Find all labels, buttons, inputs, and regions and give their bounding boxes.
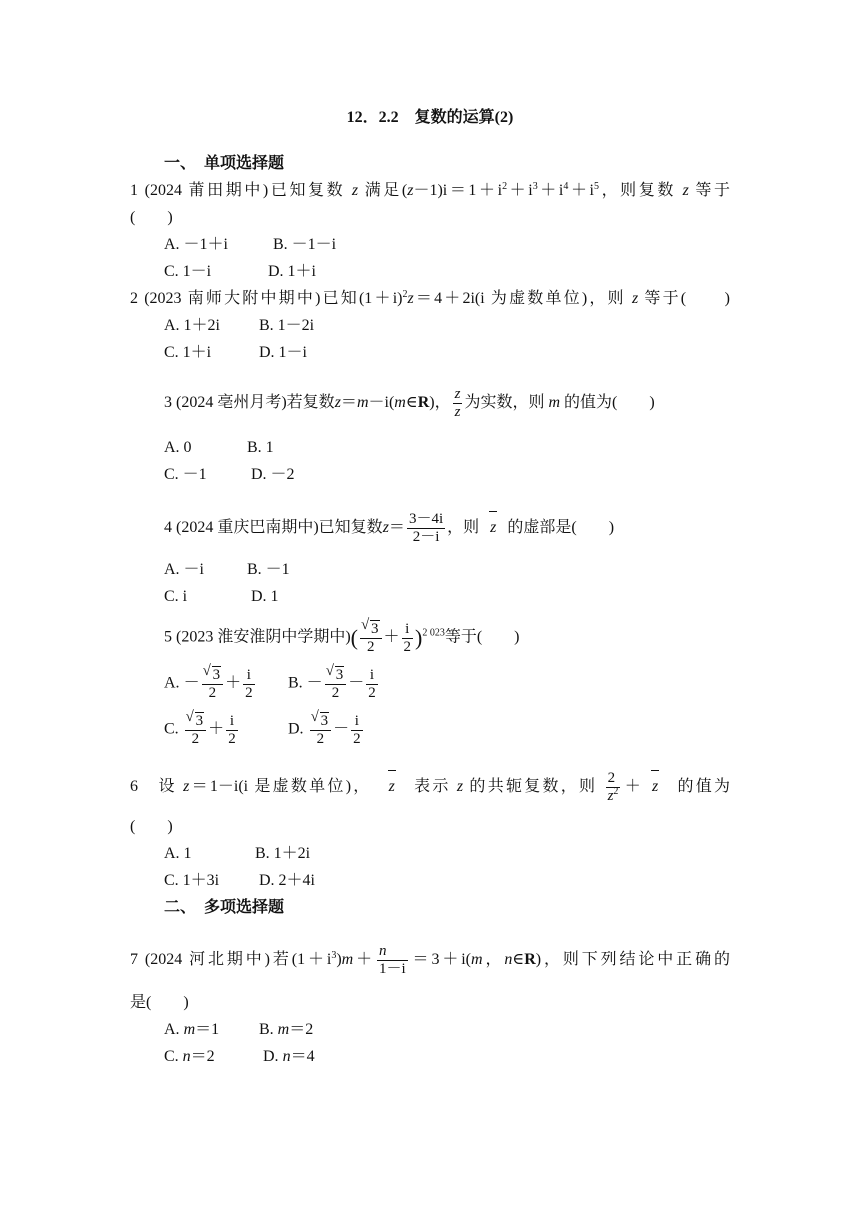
q7-option-d: D. n＝4	[263, 1048, 315, 1065]
question-6-answer-paren: ( )	[130, 818, 173, 835]
q7-option-c: C. n＝2	[164, 1048, 215, 1065]
question-5-text: 5 (2023 淮安淮阴中学期中)( √ 3 2 ＋ $\frac{i}{2}$ )$^{2 023}$等于( )	[164, 617, 520, 655]
q2-option-d: D. 1－i	[259, 344, 308, 361]
q5-option-c: C. √ 3 2 ＋ $\frac{i}{2}$	[164, 709, 236, 747]
q5-fraction-i: $\frac{i}{2}$	[403, 620, 412, 655]
q1-option-d: D. 1＋i	[268, 263, 317, 280]
question-7-answer-paren: 是( )	[130, 994, 189, 1011]
q5-option-b: B. － √ 3 2 － $\frac{i}{2}$	[288, 663, 376, 701]
q5-fraction-sqrt3: √ 3 2	[360, 620, 382, 656]
q2-option-c: C. 1＋i	[164, 344, 212, 361]
conjugate-z: z	[487, 518, 499, 538]
question-2-text: 2 (2023 南师大附中期中)已知$(1+i)^2z=4+2i(i$ 为虚数单位)，则 z 等于( )	[130, 289, 731, 307]
q1-option-b: B. －1－i	[273, 236, 337, 253]
q4-option-a: A. －i	[164, 561, 205, 578]
q7-fraction: $\frac{n}{1-i}$	[379, 943, 406, 977]
question-6-text: 6 设 z＝1－i(i 是虚数单位)， z 表示 z 的共轭复数，则 $\frac{2}{z^2}$ ＋ z 的值为	[130, 770, 731, 804]
q6-option-a: A. 1	[164, 845, 192, 862]
q4-option-c: C. i	[164, 588, 188, 605]
q2-option-a: A. 1＋2i	[164, 317, 221, 334]
section-heading-multi-choice: 二、 多项选择题	[164, 899, 285, 916]
question-4-text: 4 (2024 重庆巴南期中)已知复数z＝ $\frac{3-4i}{2-i}$ ，则 z 的虚部是( )	[164, 511, 615, 545]
q6-fraction: $\frac{2}{z^2}$	[607, 770, 619, 804]
q5-option-a: A. － √ 3 2 ＋ $\frac{i}{2}$	[164, 663, 253, 701]
question-1-text: 1 (2024 莆田期中)已知复数 z 满足$(z-1)i=1+i^2+i^3+i^4+i^5$，则复数 z 等于	[130, 181, 731, 199]
q5-option-d: D. √ 3 2 － $\frac{i}{2}$	[288, 709, 361, 747]
section-heading-single-choice: 一、 单项选择题	[164, 155, 285, 172]
q7-option-a: A. m＝1	[164, 1021, 220, 1038]
q2-option-b: B. 1－2i	[259, 317, 315, 334]
question-7-text: 7 (2024 河北期中)若$(1+i^3)m+$ $\frac{n}{1-i}$ ＝3＋i(m，n∈R)，则下列结论中正确的	[130, 943, 730, 977]
q7-option-b: B. m＝2	[259, 1021, 314, 1038]
q3-fraction: $\frac{z}{z}$	[454, 386, 461, 420]
page-title: 12．2.2 复数的运算(2)	[346, 109, 514, 126]
q4-fraction: $\frac{3-4i}{2-i}$	[408, 511, 444, 545]
question-1-answer-paren: ( )	[130, 209, 173, 226]
q1-option-a: A. －1＋i	[164, 236, 229, 253]
q3-option-d: D. －2	[251, 466, 295, 483]
q6-option-c: C. 1＋3i	[164, 872, 220, 889]
q1-option-c: C. 1－i	[164, 263, 212, 280]
q6-option-d: D. 2＋4i	[259, 872, 316, 889]
q3-option-a: A. 0	[164, 439, 192, 456]
q6-option-b: B. 1＋2i	[255, 845, 311, 862]
q4-option-d: D. 1	[251, 588, 279, 605]
question-3-text: 3 (2024 亳州月考)若复数z＝m－i(m∈R)， $\frac{z}{z}$ 为实数，则 m 的值为( )	[164, 386, 655, 420]
q3-option-b: B. 1	[247, 439, 274, 456]
q3-option-c: C. －1	[164, 466, 207, 483]
q4-option-b: B. －1	[247, 561, 290, 578]
